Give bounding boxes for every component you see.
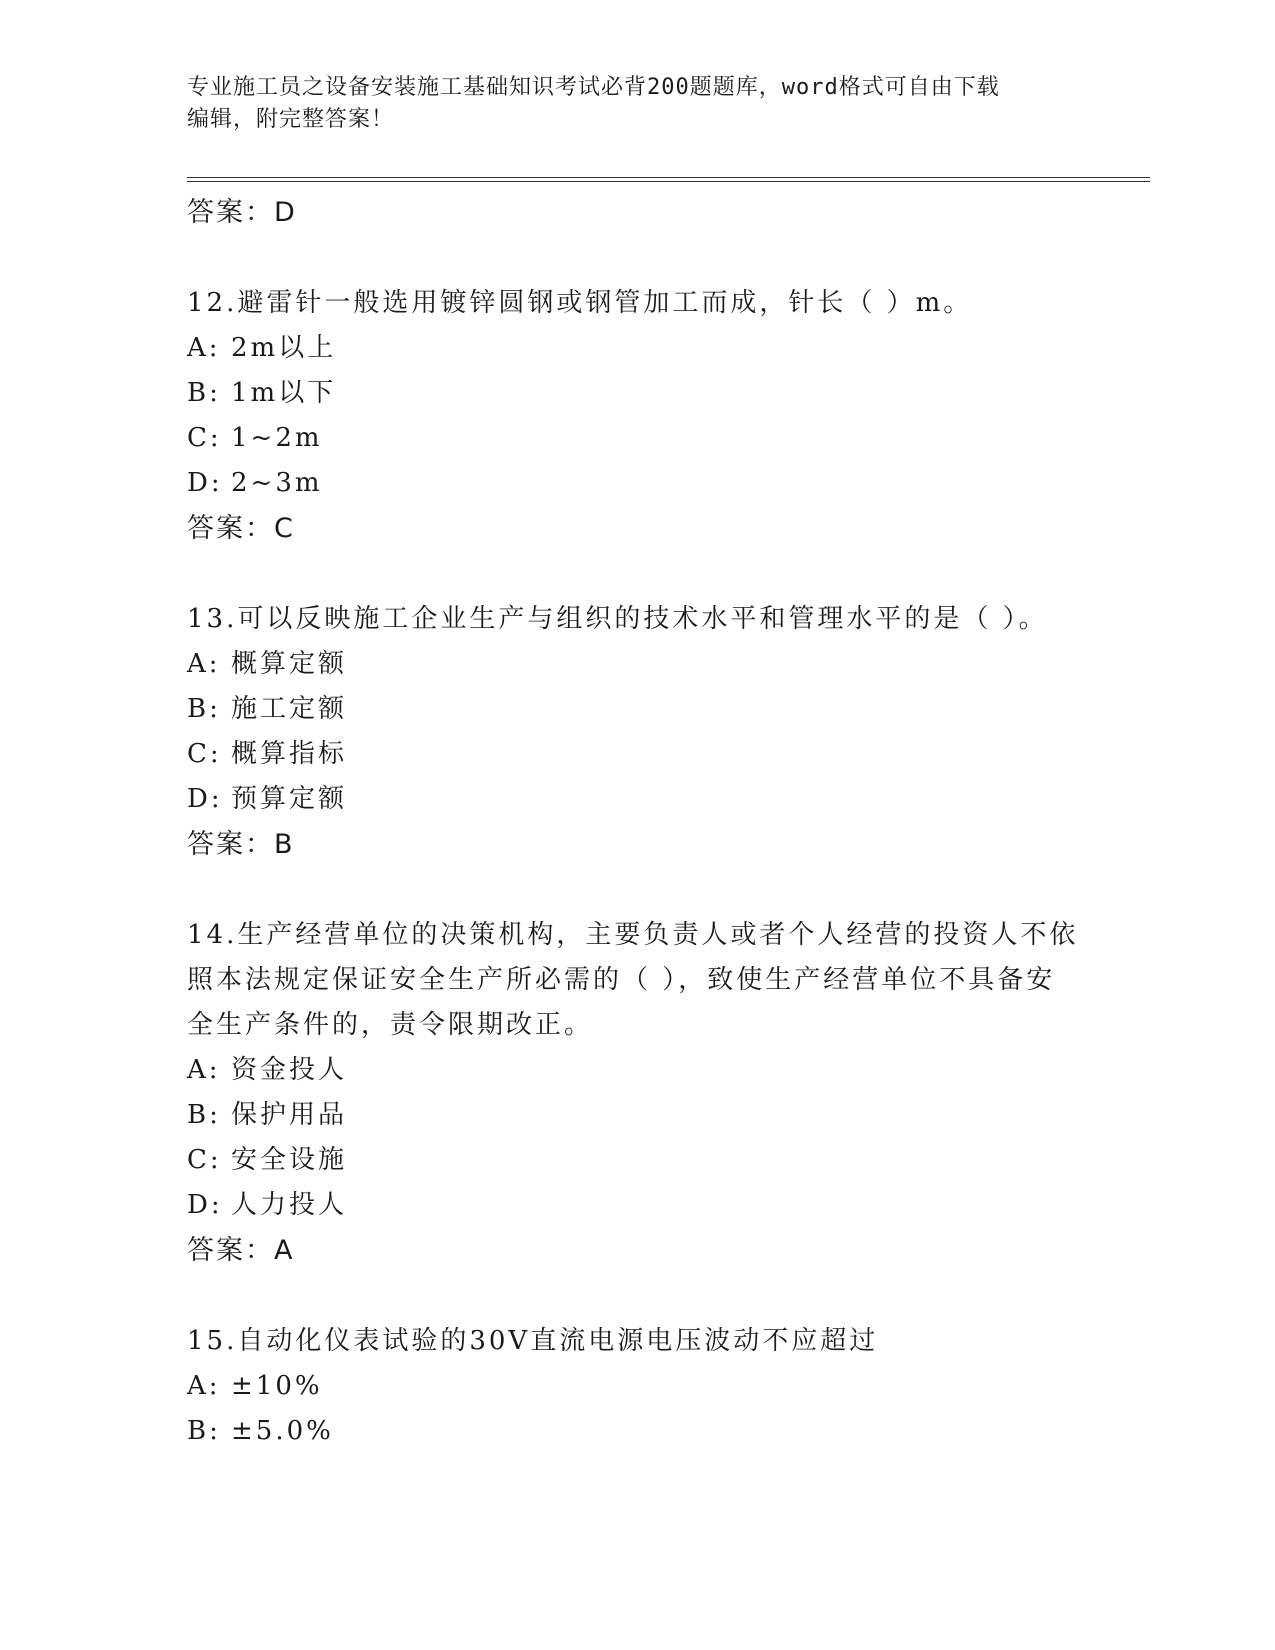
question-15 [187, 1319, 1087, 1454]
option-c: C: 1~2m [187, 423, 323, 453]
page-header [187, 72, 1087, 136]
option-d: D: 人力投人 [187, 1190, 348, 1220]
option-b: B: ±5.0% [187, 1416, 334, 1446]
question-list [187, 190, 1087, 1454]
header-divider [187, 177, 1150, 182]
question-stem-line-3: 全生产条件的，责令限期改正。 [187, 1010, 594, 1040]
question-12 [187, 281, 1087, 551]
answer: 答案：A [187, 1235, 295, 1266]
option-a: A: 资金投人 [187, 1055, 348, 1085]
header-line-2: 编辑，附完整答案！ [187, 107, 395, 132]
option-d: D: 预算定额 [187, 784, 348, 814]
question-stem: 13.可以反映施工企业生产与组织的技术水平和管理水平的是（ ）。 [187, 604, 1048, 634]
option-b: B: 施工定额 [187, 694, 348, 724]
question-stem: 12.避雷针一般选用镀锌圆钢或钢管加工而成，针长（ ）m。 [187, 288, 973, 318]
previous-answer: 答案：D [187, 197, 297, 228]
question-stem-line-1: 14.生产经营单位的决策机构，主要负责人或者个人经营的投资人不依 [187, 920, 1079, 950]
answer: 答案：B [187, 829, 295, 860]
option-a: A: ±10% [187, 1371, 323, 1401]
header-line-1: 专业施工员之设备安装施工基础知识考试必背200题题库，word格式可自由下载 [187, 75, 1000, 100]
option-d: D: 2~3m [187, 468, 323, 498]
question-14 [187, 913, 1087, 1273]
option-b: B: 保护用品 [187, 1100, 348, 1130]
option-a: A: 2m以上 [187, 333, 337, 363]
option-a: A: 概算定额 [187, 649, 348, 679]
question-stem-line-2: 照本法规定保证安全生产所必需的（ ），致使生产经营单位不具备安 [187, 965, 1056, 995]
option-b: B: 1m以下 [187, 378, 337, 408]
answer: 答案：C [187, 513, 295, 544]
option-c: C: 安全设施 [187, 1145, 348, 1175]
question-13 [187, 597, 1087, 867]
option-c: C: 概算指标 [187, 739, 348, 769]
question-stem: 15.自动化仪表试验的30V直流电源电压波动不应超过 [187, 1326, 879, 1356]
